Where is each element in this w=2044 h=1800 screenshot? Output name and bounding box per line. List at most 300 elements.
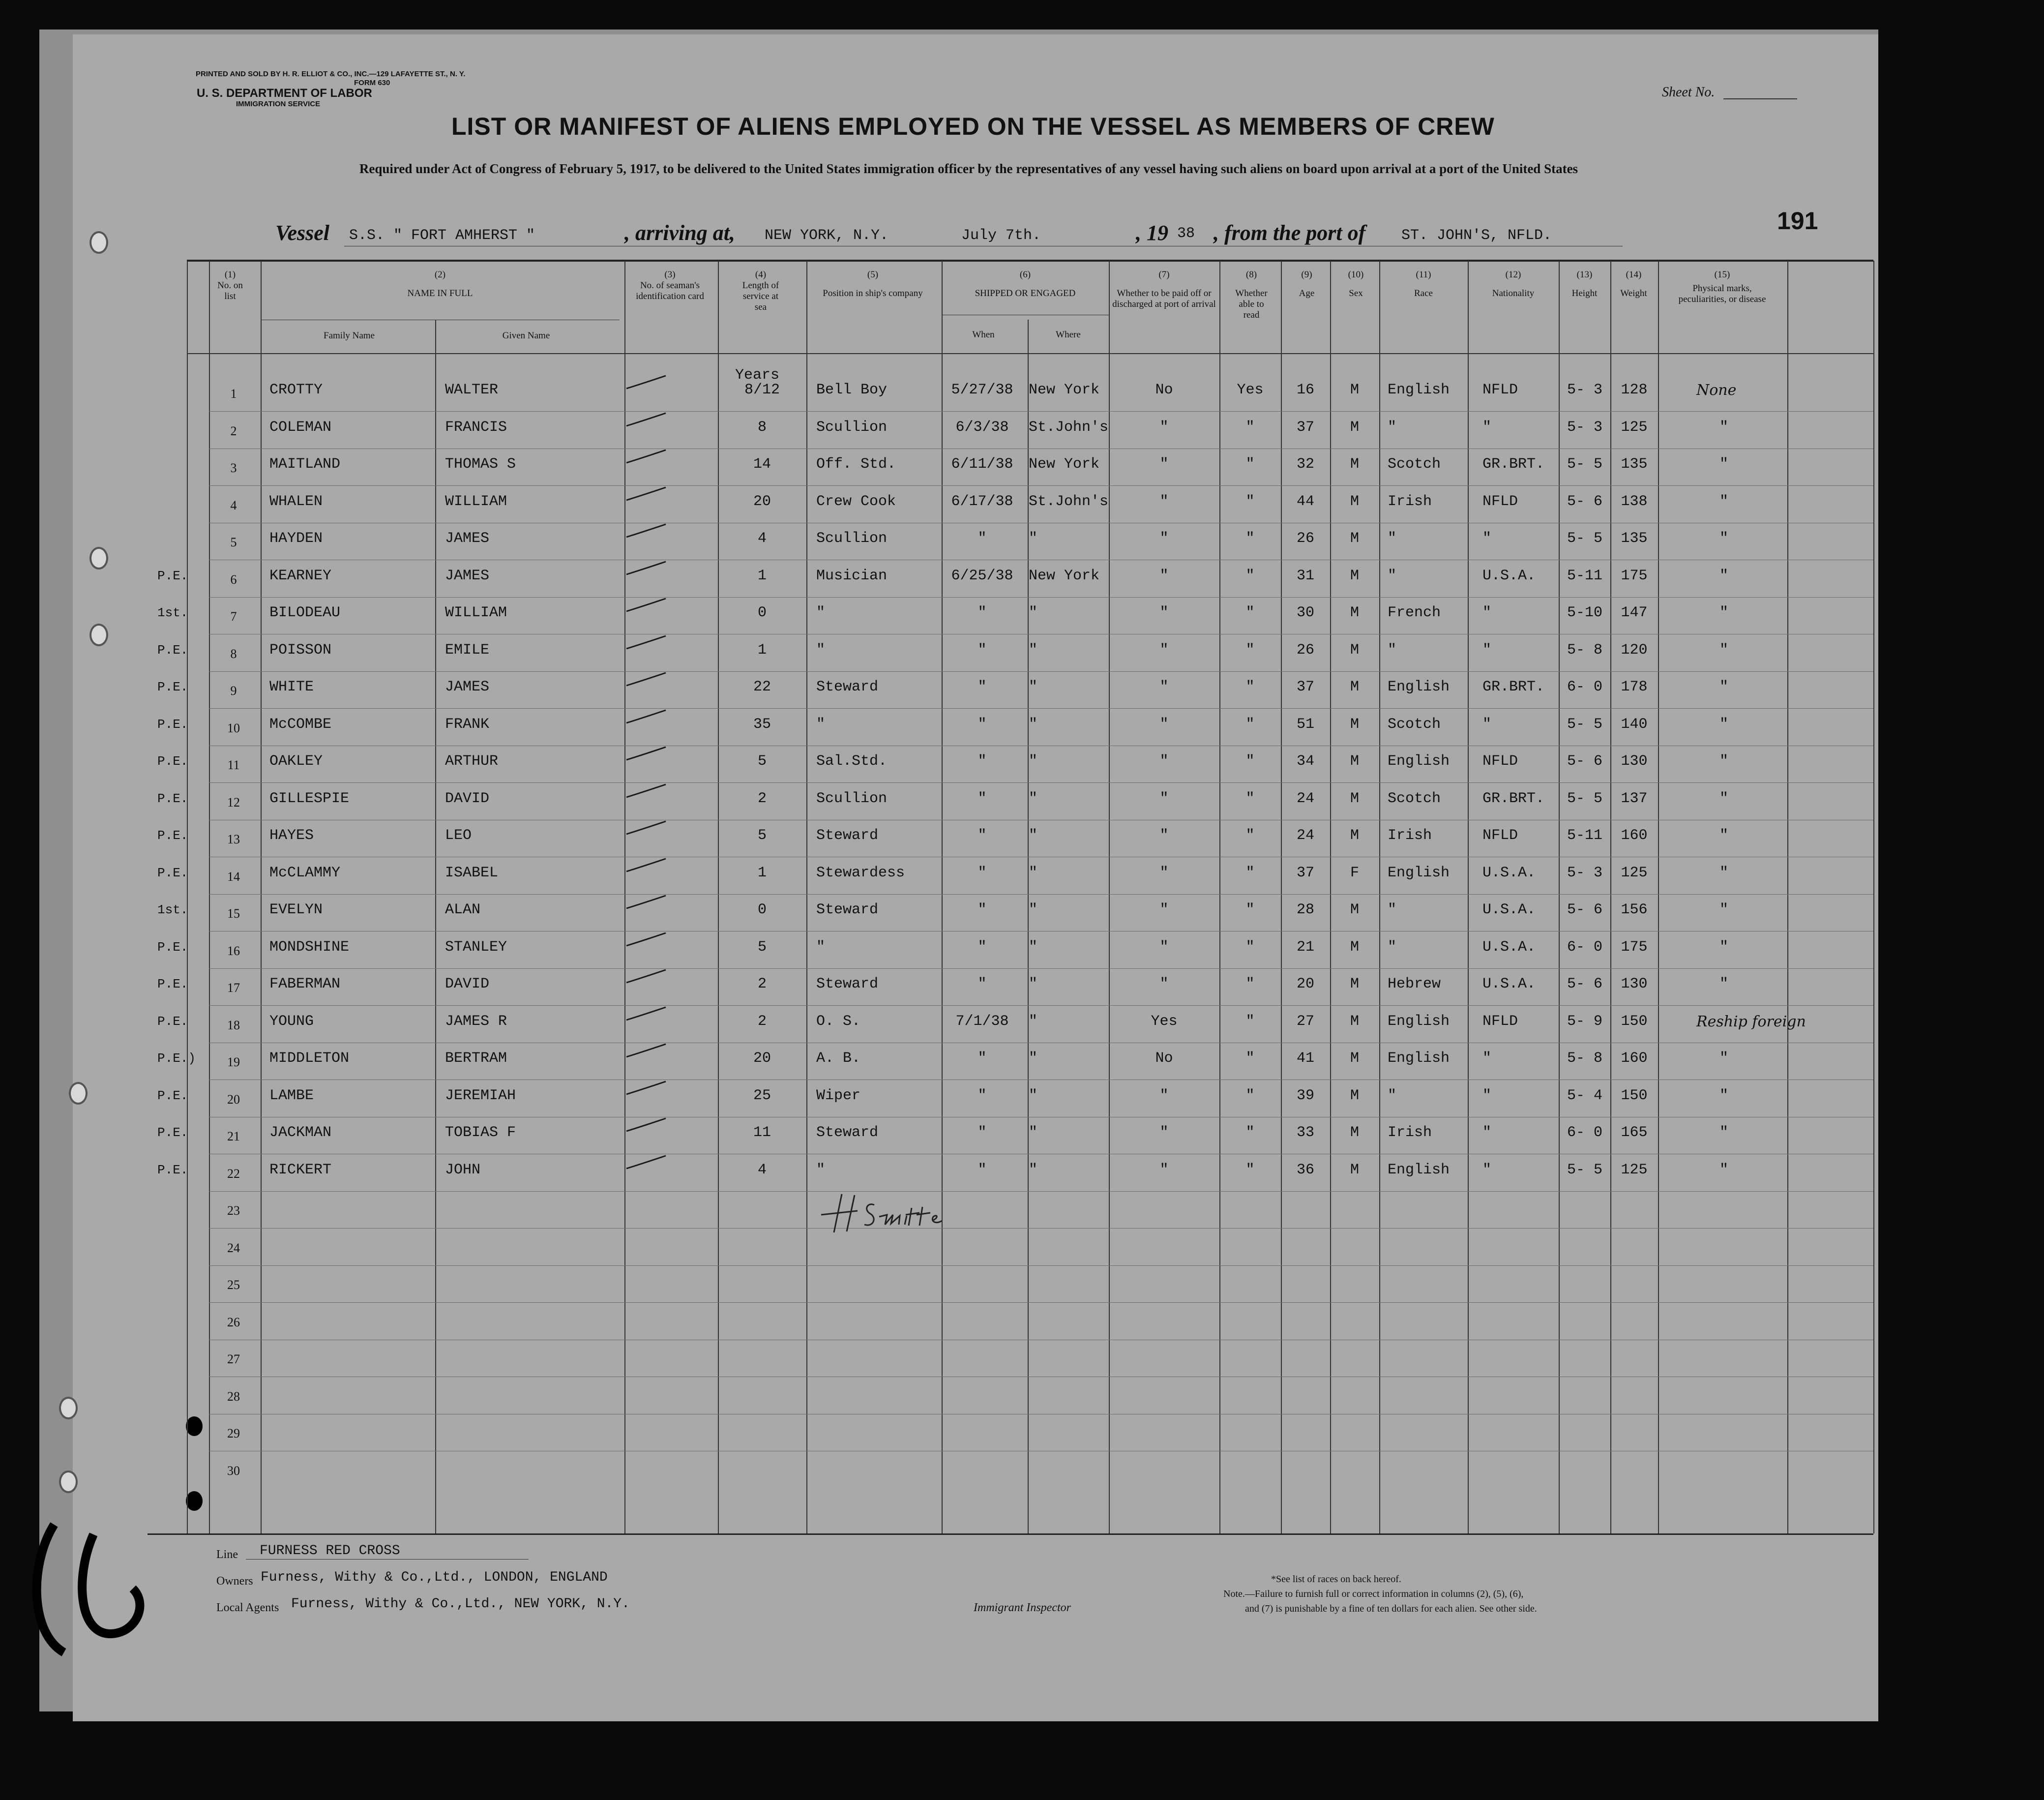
given-name-cell: DAVID: [445, 976, 490, 992]
id-card-check-mark: [624, 410, 669, 430]
shipped-when-cell: 7/1/38: [955, 1013, 1009, 1030]
punch-hole: [69, 1082, 88, 1105]
margin-status-mark: P.E.: [157, 1088, 188, 1103]
age-cell: 37: [1296, 679, 1314, 695]
service-length-cell: 2: [757, 1013, 767, 1030]
given-name-cell: WILLIAM: [445, 604, 507, 621]
position-cell: Scullion: [816, 790, 888, 807]
col11-number: (11): [1416, 270, 1431, 280]
id-card-check-mark: [624, 447, 669, 467]
race-cell: English: [1388, 1050, 1450, 1067]
position-cell: O. S.: [816, 1013, 861, 1030]
service-length-cell: 20: [753, 1050, 771, 1067]
local-agents-label: Local Agents: [216, 1601, 279, 1614]
weight-cell: 140: [1621, 716, 1648, 733]
paid-off-cell: ": [1159, 901, 1169, 918]
nationality-cell: GR.BRT.: [1482, 790, 1545, 807]
position-cell: Steward: [816, 1124, 879, 1141]
row-rule: [209, 597, 1873, 598]
family-name-cell: McCLAMMY: [269, 864, 341, 881]
height-cell: 5-11: [1567, 827, 1602, 844]
paid-off-cell: ": [1159, 827, 1169, 844]
age-cell: 37: [1296, 419, 1314, 436]
row-number: 16: [227, 943, 240, 958]
nationality-cell: ": [1482, 419, 1492, 436]
shipped-where-cell: ": [1029, 679, 1038, 695]
able-to-read-cell: ": [1245, 716, 1255, 733]
nationality-cell: U.S.A.: [1482, 938, 1536, 956]
col10-number: (10): [1348, 270, 1364, 280]
position-cell: Musician: [816, 567, 888, 584]
paid-off-cell: ": [1159, 567, 1169, 584]
column-divider: [1559, 261, 1560, 1533]
col9-label: Age: [1299, 288, 1315, 299]
margin-status-mark: P.E.: [157, 828, 188, 843]
weight-cell: 175: [1621, 938, 1648, 956]
height-cell: 5- 3: [1567, 419, 1602, 436]
service-length-cell: 2: [757, 976, 767, 992]
column-divider: [1281, 261, 1282, 1533]
margin-status-mark: 1st.: [157, 902, 188, 917]
age-cell: 16: [1296, 382, 1314, 398]
service-length-cell: 8/12: [744, 382, 780, 398]
col8-number: (8): [1245, 270, 1257, 280]
shipped-when-cell: ": [978, 901, 987, 918]
column-divider: [1873, 261, 1874, 1533]
weight-cell: 175: [1621, 567, 1648, 584]
position-cell: Steward: [816, 976, 879, 992]
row-rule: [209, 1191, 1873, 1192]
race-cell: ": [1388, 901, 1397, 918]
shipped-when-cell: 5/27/38: [951, 382, 1013, 398]
age-cell: 30: [1296, 604, 1314, 621]
col13-label: Height: [1571, 288, 1598, 299]
punch-hole: [89, 231, 108, 254]
weight-cell: 135: [1621, 530, 1648, 547]
id-card-check-mark: [624, 744, 669, 764]
given-name-cell: TOBIAS F: [445, 1124, 516, 1141]
sex-cell: M: [1350, 827, 1359, 844]
nationality-cell: ": [1482, 716, 1492, 733]
col12-header: [1470, 270, 1556, 299]
able-to-read-cell: ": [1245, 530, 1255, 547]
weight-cell: 125: [1621, 864, 1648, 881]
column-divider: [1219, 261, 1220, 1533]
given-name-cell: STANLEY: [445, 938, 507, 956]
service-length-cell: 8: [757, 419, 767, 436]
position-cell: Scullion: [816, 419, 888, 436]
row-number: 5: [230, 535, 237, 549]
race-cell: ": [1388, 641, 1397, 659]
row-number: 18: [227, 1018, 240, 1032]
race-cell: Irish: [1388, 493, 1432, 510]
shipped-where-cell: ": [1029, 938, 1038, 956]
physical-marks-cell: ": [1719, 716, 1728, 733]
family-name-cell: MAITLAND: [269, 456, 341, 473]
margin-status-mark: P.E.: [157, 568, 188, 583]
col14-number: (14): [1626, 270, 1642, 280]
weight-cell: 125: [1621, 1161, 1648, 1178]
able-to-read-cell: ": [1245, 493, 1255, 510]
height-cell: 6- 0: [1567, 1124, 1602, 1141]
weight-cell: 150: [1621, 1013, 1648, 1030]
family-name-cell: POISSON: [269, 641, 332, 659]
col4-header: [719, 270, 802, 313]
row-rule: [209, 485, 1873, 486]
height-cell: 5- 5: [1567, 790, 1602, 807]
race-cell: Hebrew: [1388, 976, 1441, 992]
margin-status-mark: P.E.: [157, 717, 188, 732]
col11-header: [1382, 270, 1465, 299]
service-length-cell: 1: [757, 864, 767, 881]
departure-port: ST. JOHN'S, NFLD.: [1401, 227, 1552, 244]
family-name-cell: KEARNEY: [269, 567, 332, 584]
id-card-check-mark: [624, 707, 669, 727]
given-name-cell: BERTRAM: [445, 1050, 507, 1067]
position-cell: ": [816, 716, 826, 733]
height-cell: 5-10: [1567, 604, 1602, 621]
col14-label: Weight: [1620, 288, 1647, 299]
nationality-cell: ": [1482, 1050, 1492, 1067]
race-cell: Scotch: [1388, 716, 1441, 733]
margin-status-mark: P.E.: [157, 939, 188, 955]
col15-number: (15): [1714, 270, 1730, 280]
col9-number: (9): [1301, 270, 1312, 280]
race-cell: Irish: [1388, 1124, 1432, 1141]
nationality-cell: ": [1482, 604, 1492, 621]
shipped-when-cell: ": [978, 604, 987, 621]
shipped-where-cell: New York: [1029, 382, 1100, 398]
margin-status-mark: P.E.: [157, 977, 188, 991]
family-name-cell: LAMBE: [269, 1087, 314, 1104]
service-length-cell: 1: [757, 641, 767, 659]
age-cell: 44: [1296, 493, 1314, 510]
arrival-year: 38: [1177, 225, 1195, 242]
shipped-where-header: Where: [1056, 330, 1081, 340]
col7-number: (7): [1158, 270, 1170, 280]
nationality-cell: ": [1482, 641, 1492, 659]
shipped-when-cell: ": [978, 1161, 987, 1178]
physical-marks-cell: ": [1719, 790, 1728, 807]
shipped-where-cell: St.John's: [1029, 493, 1109, 510]
punch-hole-dark: [186, 1416, 203, 1436]
col6-label: SHIPPED OR ENGAGED: [975, 288, 1076, 299]
service-length-cell: 4: [757, 1161, 767, 1178]
service-length-cell: 4: [757, 530, 767, 547]
nationality-cell: U.S.A.: [1482, 567, 1536, 584]
sheet-number-label: Sheet No.: [1662, 85, 1715, 100]
weight-cell: 178: [1621, 679, 1648, 695]
owners-label: Owners: [216, 1575, 253, 1588]
physical-marks-cell: Reship foreign: [1696, 1013, 1806, 1030]
column-divider: [1610, 261, 1611, 1533]
shipped-where-cell: ": [1029, 864, 1038, 881]
position-cell: Steward: [816, 679, 879, 695]
punch-hole: [89, 547, 108, 570]
age-cell: 24: [1296, 827, 1314, 844]
shipped-when-cell: ": [978, 716, 987, 733]
service-length-cell: 35: [753, 716, 771, 733]
col10-header: [1333, 270, 1379, 299]
family-name-cell: COLEMAN: [269, 419, 332, 436]
physical-marks-cell: ": [1719, 567, 1728, 584]
age-cell: 24: [1296, 790, 1314, 807]
shipped-when-cell: 6/11/38: [951, 456, 1013, 473]
col2-header: [261, 270, 620, 299]
family-name-header: Family Name: [324, 330, 375, 341]
nationality-cell: ": [1482, 530, 1492, 547]
nationality-cell: NFLD: [1482, 1013, 1518, 1030]
from-port-label: , from the port of: [1214, 221, 1366, 245]
sex-cell: M: [1350, 1050, 1359, 1067]
age-cell: 37: [1296, 864, 1314, 881]
height-cell: 5- 5: [1567, 530, 1602, 547]
shipped-when-cell: ": [978, 679, 987, 695]
given-name-cell: WILLIAM: [445, 493, 507, 510]
row-rule: [209, 671, 1873, 672]
sex-cell: M: [1350, 382, 1359, 398]
sex-cell: M: [1350, 604, 1359, 621]
weight-cell: 130: [1621, 976, 1648, 992]
able-to-read-cell: ": [1245, 1013, 1255, 1030]
sex-cell: M: [1350, 1161, 1359, 1178]
owners-value: Furness, Withy & Co.,Ltd., LONDON, ENGLAND: [261, 1570, 608, 1585]
row-number: 7: [230, 609, 237, 624]
column-divider: [1787, 261, 1788, 1533]
shipped-where-cell: ": [1029, 1013, 1038, 1030]
row-number: 1: [230, 387, 237, 401]
row-number: 24: [227, 1240, 240, 1255]
position-cell: ": [816, 1161, 826, 1178]
age-cell: 32: [1296, 456, 1314, 473]
shipped-when-header: When: [972, 330, 995, 340]
able-to-read-cell: ": [1245, 456, 1255, 473]
column-divider: [187, 261, 188, 1533]
nationality-cell: GR.BRT.: [1482, 679, 1545, 695]
id-card-check-mark: [624, 521, 669, 541]
position-cell: ": [816, 604, 826, 621]
paid-off-cell: ": [1159, 938, 1169, 956]
nationality-cell: GR.BRT.: [1482, 456, 1545, 473]
weight-cell: 125: [1621, 419, 1648, 436]
shipped-when-cell: ": [978, 530, 987, 547]
id-card-check-mark: [624, 633, 669, 653]
shipped-when-cell: ": [978, 1087, 987, 1104]
height-cell: 6- 0: [1567, 938, 1602, 956]
row-number: 9: [230, 684, 237, 698]
shipped-where-cell: ": [1029, 641, 1038, 659]
able-to-read-cell: ": [1245, 1124, 1255, 1141]
table-top-border: [187, 260, 1873, 262]
col3-header: [627, 270, 713, 302]
height-cell: 6- 0: [1567, 679, 1602, 695]
physical-marks-cell: None: [1696, 382, 1737, 399]
race-cell: Irish: [1388, 827, 1432, 844]
service-length-cell: 5: [757, 827, 767, 844]
row-number: 30: [227, 1463, 240, 1478]
row-number: 28: [227, 1389, 240, 1404]
given-name-header: Given Name: [502, 330, 550, 341]
family-name-cell: McCOMBE: [269, 716, 332, 733]
family-name-cell: OAKLEY: [269, 753, 323, 770]
physical-marks-cell: ": [1719, 827, 1728, 844]
col1-header: [216, 270, 244, 302]
nationality-cell: ": [1482, 1087, 1492, 1104]
weight-cell: 120: [1621, 641, 1648, 659]
physical-marks-cell: ": [1719, 604, 1728, 621]
given-name-cell: ALAN: [445, 901, 481, 918]
shipped-where-cell: ": [1029, 1050, 1038, 1067]
family-name-cell: BILODEAU: [269, 604, 341, 621]
col13-header: [1561, 270, 1608, 299]
local-agents-value: Furness, Withy & Co.,Ltd., NEW YORK, N.Y.: [291, 1596, 630, 1612]
row-number: 27: [227, 1352, 240, 1366]
age-cell: 27: [1296, 1013, 1314, 1030]
id-card-check-mark: [624, 670, 669, 690]
weight-cell: 147: [1621, 604, 1648, 621]
id-card-check-mark: [624, 373, 669, 392]
age-cell: 39: [1296, 1087, 1314, 1104]
weight-cell: 156: [1621, 901, 1648, 918]
line-value: FURNESS RED CROSS: [260, 1543, 400, 1559]
row-number: 3: [230, 461, 237, 475]
able-to-read-cell: ": [1245, 901, 1255, 918]
paid-off-cell: ": [1159, 493, 1169, 510]
shipped-when-cell: ": [978, 938, 987, 956]
id-card-check-mark: [624, 818, 669, 838]
page-title: LIST OR MANIFEST OF ALIENS EMPLOYED ON THE VESSEL AS MEMBERS OF CREW: [451, 113, 1495, 140]
col12-label: Nationality: [1492, 288, 1535, 299]
row-rule: [209, 1005, 1873, 1006]
punch-hole: [89, 624, 108, 646]
race-cell: French: [1388, 604, 1441, 621]
service-length-cell: 25: [753, 1087, 771, 1104]
vessel-name: S.S. " FORT AMHERST ": [349, 227, 535, 244]
shipped-when-cell: ": [978, 864, 987, 881]
row-number: 22: [227, 1166, 240, 1181]
sex-cell: M: [1350, 567, 1359, 584]
position-cell: A. B.: [816, 1050, 861, 1067]
vessel-label: Vessel: [275, 221, 329, 245]
height-cell: 5- 8: [1567, 1050, 1602, 1067]
col8-label: Whether able to read: [1235, 288, 1268, 320]
col4-label: Length of service at sea: [742, 280, 779, 312]
given-name-cell: JOHN: [445, 1161, 481, 1178]
family-name-cell: HAYES: [269, 827, 314, 844]
sex-cell: M: [1350, 716, 1359, 733]
column-divider: [1109, 261, 1110, 1533]
column-divider: [209, 261, 210, 1533]
physical-marks-cell: ": [1719, 493, 1728, 510]
age-cell: 28: [1296, 901, 1314, 918]
shipped-where-cell: ": [1029, 530, 1038, 547]
paid-off-cell: ": [1159, 1161, 1169, 1178]
row-rule: [209, 782, 1873, 783]
paid-off-cell: ": [1159, 530, 1169, 547]
able-to-read-cell: ": [1245, 827, 1255, 844]
family-name-cell: GILLESPIE: [269, 790, 350, 807]
column-divider: [1379, 261, 1380, 1533]
year-label: , 19: [1136, 221, 1168, 245]
able-to-read-cell: ": [1245, 1050, 1255, 1067]
height-cell: 5- 5: [1567, 1161, 1602, 1178]
column-divider: [942, 261, 943, 1533]
header-bottom-border: [187, 353, 1873, 354]
height-cell: 5- 6: [1567, 493, 1602, 510]
row-number: 12: [227, 795, 240, 810]
position-cell: ": [816, 938, 826, 956]
height-cell: 5- 8: [1567, 641, 1602, 659]
row-number: 13: [227, 832, 240, 846]
paid-off-cell: ": [1159, 976, 1169, 992]
page-subtitle: Required under Act of Congress of February 5, 1917, to be delivered to the United States immigration officer by the representatives of any vessel having such aliens on board upon arrival at a port of the United States: [359, 161, 1578, 176]
able-to-read-cell: ": [1245, 419, 1255, 436]
able-to-read-cell: ": [1245, 1087, 1255, 1104]
row-number: 6: [230, 572, 237, 587]
department-label: U. S. DEPARTMENT OF LABOR: [197, 87, 372, 100]
paid-off-cell: ": [1159, 716, 1169, 733]
row-number: 23: [227, 1203, 240, 1218]
shipped-where-cell: ": [1029, 901, 1038, 918]
physical-marks-cell: ": [1719, 1087, 1728, 1104]
race-cell: English: [1388, 679, 1450, 695]
sheet-number-line: [1723, 98, 1797, 99]
margin-handwriting: [20, 1505, 167, 1682]
given-name-cell: JAMES: [445, 679, 490, 695]
row-number: 15: [227, 906, 240, 921]
nationality-cell: U.S.A.: [1482, 864, 1536, 881]
physical-marks-cell: ": [1719, 419, 1728, 436]
row-number: 14: [227, 869, 240, 884]
height-cell: 5- 6: [1567, 976, 1602, 992]
nationality-cell: NFLD: [1482, 753, 1518, 770]
sex-cell: M: [1350, 419, 1359, 436]
paid-off-cell: ": [1159, 1087, 1169, 1104]
punch-hole: [59, 1397, 78, 1419]
col6-header: [942, 270, 1109, 299]
paid-off-cell: ": [1159, 641, 1169, 659]
immigrant-inspector-label: Immigrant Inspector: [974, 1601, 1071, 1614]
able-to-read-cell: ": [1245, 1161, 1255, 1178]
race-cell: English: [1388, 1161, 1450, 1178]
race-cell: ": [1388, 1087, 1397, 1104]
physical-marks-cell: ": [1719, 1161, 1728, 1178]
height-cell: 5- 4: [1567, 1087, 1602, 1104]
row-number: 8: [230, 646, 237, 661]
race-cell: ": [1388, 530, 1397, 547]
col11-label: Race: [1414, 288, 1433, 299]
age-cell: 20: [1296, 976, 1314, 992]
able-to-read-cell: ": [1245, 864, 1255, 881]
nationality-cell: ": [1482, 1161, 1492, 1178]
row-number: 4: [230, 498, 237, 512]
able-to-read-cell: ": [1245, 938, 1255, 956]
family-name-cell: MONDSHINE: [269, 938, 350, 956]
given-name-cell: DAVID: [445, 790, 490, 807]
arrival-port: NEW YORK, N.Y.: [765, 227, 889, 244]
position-cell: Crew Cook: [816, 493, 896, 510]
service-length-cell: 2: [757, 790, 767, 807]
race-cell: English: [1388, 864, 1450, 881]
able-to-read-cell: ": [1245, 976, 1255, 992]
family-name-cell: FABERMAN: [269, 976, 341, 992]
physical-marks-cell: ": [1719, 864, 1728, 881]
family-name-cell: WHITE: [269, 679, 314, 695]
physical-marks-cell: ": [1719, 679, 1728, 695]
paid-off-cell: ": [1159, 604, 1169, 621]
column-divider: [1468, 261, 1469, 1533]
id-card-check-mark: [624, 484, 669, 504]
